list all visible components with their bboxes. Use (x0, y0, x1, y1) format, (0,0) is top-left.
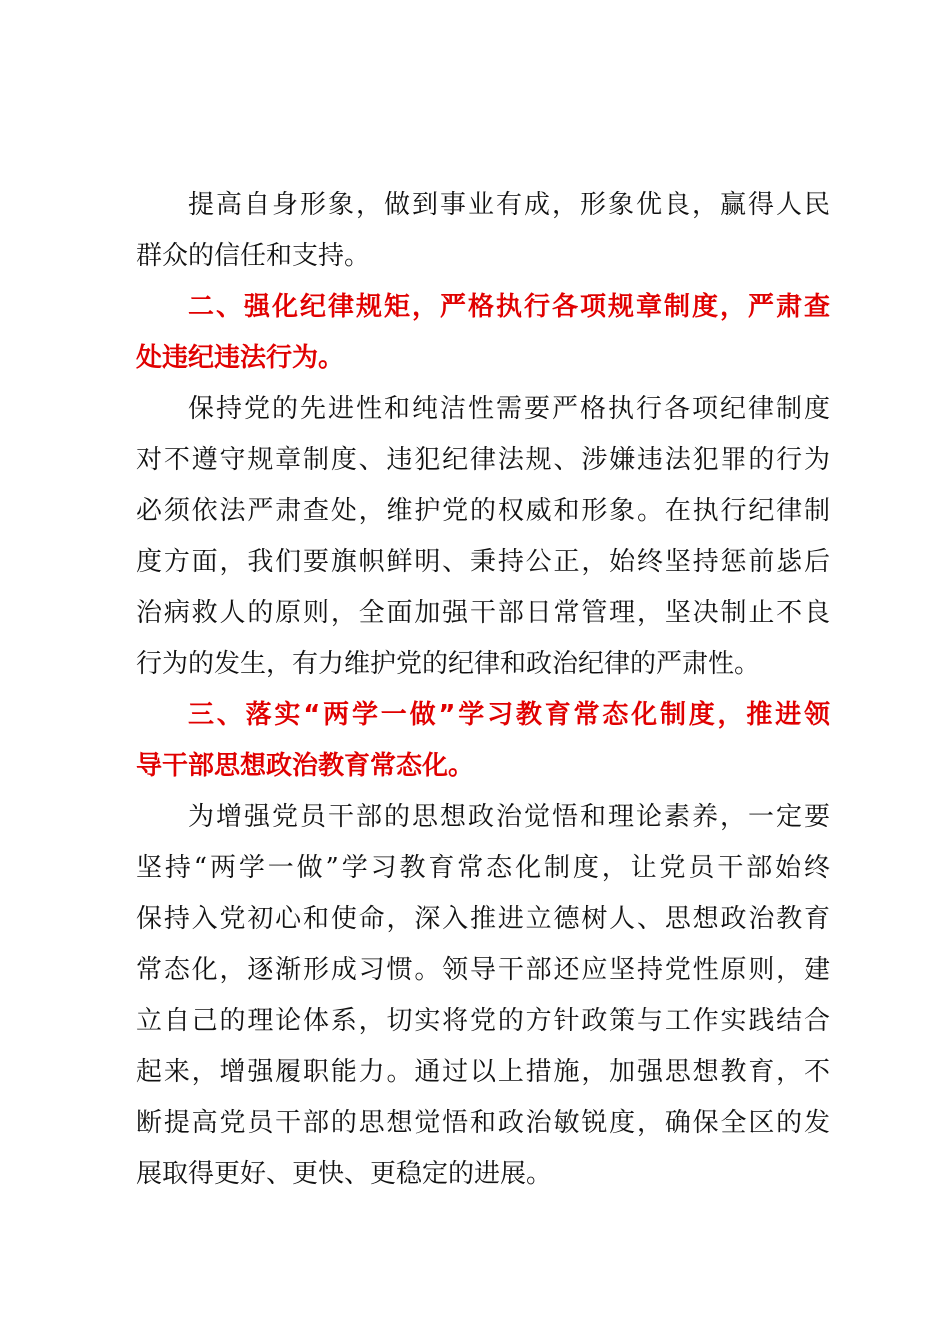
heading-line: 处违纪违法行为。 (136, 343, 345, 373)
text-line: 保持党的先进性和纯洁性需要严格执行各项纪律制度 (188, 394, 830, 424)
text-line: 群众的信任和支持。 (136, 241, 371, 271)
heading-line: 导干部思想政治教育常态化。 (136, 751, 475, 781)
text-line: 对不遵守规章制度、违犯纪律法规、涉嫌违法犯罪的行为 (136, 445, 830, 475)
text-line: 为增强党员干部的思想政治觉悟和理论素养，一定要 (188, 802, 830, 832)
paragraph-2 (136, 384, 830, 690)
heading-line: 三、落实“两学一做”学习教育常态化制度，推进领 (188, 700, 830, 730)
text-line: 起来，增强履职能力。通过以上措施，加强思想教育，不 (136, 1057, 830, 1087)
text-line: 常态化，逐渐形成习惯。领导干部还应坚持党性原则，建 (136, 955, 830, 985)
text-line: 展取得更好、更快、更稳定的进展。 (136, 1159, 553, 1189)
text-line: 提高自身形象，做到事业有成，形象优良，赢得人民 (188, 190, 830, 220)
heading-line: 二、强化纪律规矩，严格执行各项规章制度，严肃查 (188, 292, 830, 322)
text-line: 保持入党初心和使命，深入推进立德树人、思想政治教育 (136, 904, 830, 934)
paragraph-3 (136, 792, 830, 1200)
text-line: 行为的发生，有力维护党的纪律和政治纪律的严肃性。 (136, 649, 761, 679)
paragraph-1 (136, 180, 830, 282)
section-heading-2 (136, 282, 830, 384)
text-line: 度方面，我们要旗帜鲜明、秉持公正，始终坚持惩前毖后 (136, 547, 830, 577)
text-line: 断提高党员干部的思想觉悟和政治敏锐度，确保全区的发 (136, 1108, 830, 1138)
document-body (136, 180, 830, 1200)
section-heading-3 (136, 690, 830, 792)
text-line: 立自己的理论体系，切实将党的方针政策与工作实践结合 (136, 1006, 830, 1036)
text-line: 坚持“两学一做”学习教育常态化制度，让党员干部始终 (136, 853, 830, 883)
text-line: 治病救人的原则，全面加强干部日常管理，坚决制止不良 (136, 598, 830, 628)
text-line: 必须依法严肃查处，维护党的权威和形象。在执行纪律制 (136, 496, 830, 526)
